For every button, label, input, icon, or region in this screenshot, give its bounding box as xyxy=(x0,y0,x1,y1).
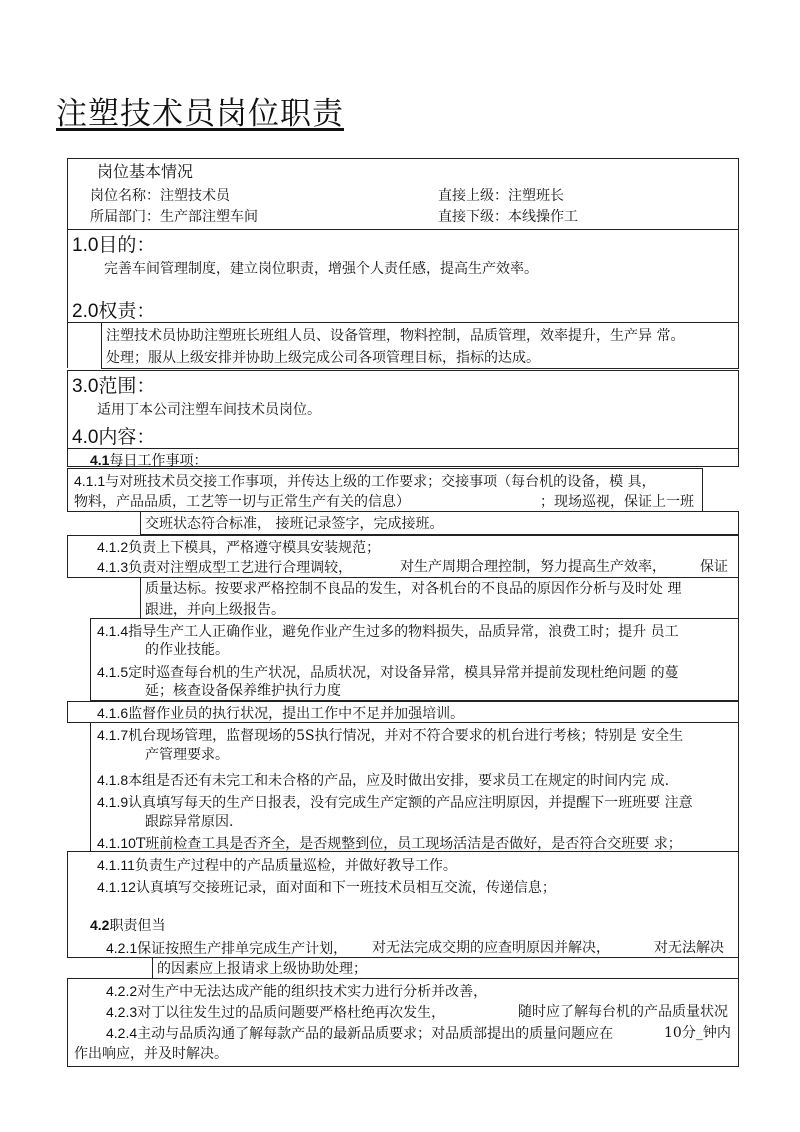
item-417-num: 4.1.7 xyxy=(97,727,129,743)
section-scope-text: 适用丁本公司注塑车间技术员岗位。 xyxy=(97,402,321,418)
section-scope-label: 范围： xyxy=(98,375,156,397)
subsection-42-heading xyxy=(90,916,165,935)
item-422 xyxy=(106,982,487,1001)
section-authority-heading xyxy=(72,300,155,323)
item-415-num: 4.1.5 xyxy=(97,664,129,680)
subsection-41-num: 4.1 xyxy=(90,452,110,468)
section-purpose-label: 目的： xyxy=(98,234,156,256)
direct-superior: 直接上级：注塑班长 xyxy=(438,188,564,204)
item-4112-num: 4.1.12 xyxy=(97,879,136,895)
section-authority-label: 权责： xyxy=(98,300,156,322)
item-413-text-c: 保证 xyxy=(700,559,728,575)
subsection-41-heading xyxy=(90,451,207,470)
item-413-text-a: 负责对注塑成型工艺进行合理调较， xyxy=(128,560,353,576)
item-4110-num: 4.1.10 xyxy=(97,835,136,851)
item-4112 xyxy=(97,878,556,897)
item-422-num: 4.2.2 xyxy=(106,983,138,999)
item-422-text: 对生产中无法达成产能的组织技术实力进行分析并改善， xyxy=(137,984,488,1000)
item-423-text-a: 对丁以往发生过的品质问题要严格杜绝再次发生， xyxy=(137,1005,446,1021)
item-416-num: 4.1.6 xyxy=(97,705,129,721)
item-418 xyxy=(97,771,669,790)
item-411-line2-tail: ；现场巡视，保证上一班 xyxy=(540,494,694,510)
scope-mid-line xyxy=(67,448,739,449)
section-purpose-num: 1.0 xyxy=(72,235,99,256)
subsection-42-num: 4.2 xyxy=(90,917,110,933)
item-424-line1 xyxy=(106,1024,613,1043)
item-423-num: 4.2.3 xyxy=(106,1004,138,1020)
item-421-num: 4.2.1 xyxy=(106,940,138,956)
item-413-num: 4.1.3 xyxy=(97,559,129,575)
item-4112-text: 认真填写交接班记录，面对面和下一班技术员相互交流，传递信息； xyxy=(135,880,556,896)
item-4110 xyxy=(97,834,682,853)
section-content-num: 4.0 xyxy=(72,427,99,448)
item-419-line2: 跟踪异常原因. xyxy=(145,814,234,830)
item-421-text-a: 保证按照生产排单完成生产计划， xyxy=(137,941,348,957)
item-419-text-a: 认真填写每天的生产日报表，没有完成生产定额的产品应注明原因，并提醒下一班班要 注意 xyxy=(128,795,693,811)
item-415-line1 xyxy=(97,663,679,682)
item-414-num: 4.1.4 xyxy=(97,623,129,639)
item-421-line1 xyxy=(106,939,347,958)
item-413-line3: 跟进，并向上级报告。 xyxy=(145,602,285,618)
section-authority-num: 2.0 xyxy=(72,301,99,322)
section-scope-num: 3.0 xyxy=(72,376,99,397)
post-name: 岗位名称：注塑技术员 xyxy=(90,188,230,204)
item-413-line1 xyxy=(97,558,352,577)
item-411-line1 xyxy=(74,472,656,491)
direct-subordinate: 直接下级：本线操作工 xyxy=(438,209,578,225)
item-415-line2: 延；核查设备保养维护执行力度 xyxy=(145,683,341,699)
item-414-line2: 的作业技能。 xyxy=(145,642,229,658)
item-413-text-b: 对生产周期合理控制，努力提高生产效率， xyxy=(400,559,666,575)
item-417-text-a: 机台现场管理，监督现场的5S执行情况，并对不符合要求的机台进行考核；特别是 安全生 xyxy=(128,728,684,744)
item-421-line2: 的因素应上报请求上级协助处理； xyxy=(157,961,367,977)
item-419-num: 4.1.9 xyxy=(97,794,129,810)
item-424-num: 4.2.4 xyxy=(106,1025,138,1041)
subsection-41-label: 每日工作事项： xyxy=(109,453,208,469)
item-418-text: 本组是否还有未完工和未合格的产品，应及时做出安排，要求员工在规定的时间内完 成. xyxy=(128,773,670,789)
item-421-text-b: 对无法完成交期的应查明原因并解决， xyxy=(372,940,610,956)
item-411-num: 4.1.1 xyxy=(74,473,106,489)
item-4111-text: 负责生产过程中的产品质量巡检，并做好教导工作。 xyxy=(134,858,457,874)
item-419-line1 xyxy=(97,793,693,812)
section-purpose-heading xyxy=(72,234,155,257)
item-413-line2: 质量达标。按要求严格控制不良品的发生，对各机台的不良品的原因作分析与及时处 理 xyxy=(145,581,682,597)
item-4111 xyxy=(97,856,457,875)
section-purpose-text: 完善车间管理制度，建立岗位职责，增强个人责任感，提高生产效率。 xyxy=(104,261,538,277)
item-412-text: 负责上下模具，严格遵守模具安装规范； xyxy=(128,540,381,556)
section-content-heading xyxy=(72,426,155,449)
item-416 xyxy=(97,704,464,723)
item-424-line2: 作出响应，并及时解决。 xyxy=(74,1046,228,1062)
item-414-text-a: 指导生产工人正确作业，避免作业产生过多的物料损失，品质异常，浪费工时；提升 员工 xyxy=(128,624,679,640)
section-authority-line2: 处理；服从上级安排并协助上级完成公司各项管理目标，指标的达成。 xyxy=(106,350,540,366)
page-title: 注塑技术员岗位职责 xyxy=(56,96,344,132)
item-411-line2: 物料，产品品质，工艺等一切与正常生产有关的信息） xyxy=(74,494,410,510)
item-412 xyxy=(97,538,380,557)
frame-left-line xyxy=(67,229,68,368)
item-411-line3: 交班状态符合标准， 接班记录签字，完成接班。 xyxy=(145,516,444,532)
department: 所届部门：生产部注塑车间 xyxy=(90,209,258,225)
item-411-text-a: 与对班技术员交接工作事项，并传达上级的工作要求；交接事项（每台机的设备，模 具， xyxy=(105,474,656,490)
item-414-line1 xyxy=(97,622,679,641)
item-424-text-b: 10分_钟内 xyxy=(664,1025,731,1041)
item-423-line1 xyxy=(106,1003,445,1022)
section-content-label: 内容： xyxy=(98,426,156,448)
item-417-line1 xyxy=(97,726,683,745)
item-417-line2: 产管理要求。 xyxy=(145,747,229,763)
item-4111-num: 4.1.11 xyxy=(97,857,135,873)
item-415-text-a: 定时巡查每台机的生产状况，品质状况，对设备异常，模具异常并提前发现杜绝问题 的蔓 xyxy=(128,665,679,681)
item-416-text: 监督作业员的执行状况，提出工作中不足并加强培训。 xyxy=(128,706,465,722)
subsection-42-label: 职责但当 xyxy=(109,918,166,934)
item-4110-text: T班前检查工具是否齐全，是否规整到位，员工现场活洁是否做好，是否符合交班要 求； xyxy=(135,836,682,852)
item-423-text-b: 随时应了解每台机的产品质量状况 xyxy=(518,1004,728,1020)
item-424-text-a: 主动与品质沟通了解每款产品的最新品质要求；对品质部提出的质量问题应在 xyxy=(137,1026,614,1042)
section-scope-heading xyxy=(72,375,155,398)
item-412-num: 4.1.2 xyxy=(97,539,129,555)
basic-info-heading: 岗位基本情况 xyxy=(97,162,194,181)
item-421-text-c: 对无法解决 xyxy=(654,940,724,956)
section-authority-line1: 注塑技术员协助注塑班长班组人员、设备管理，物料控制，品质管理，效率提升，生产异 常。 xyxy=(106,328,685,344)
item-418-num: 4.1.8 xyxy=(97,772,129,788)
